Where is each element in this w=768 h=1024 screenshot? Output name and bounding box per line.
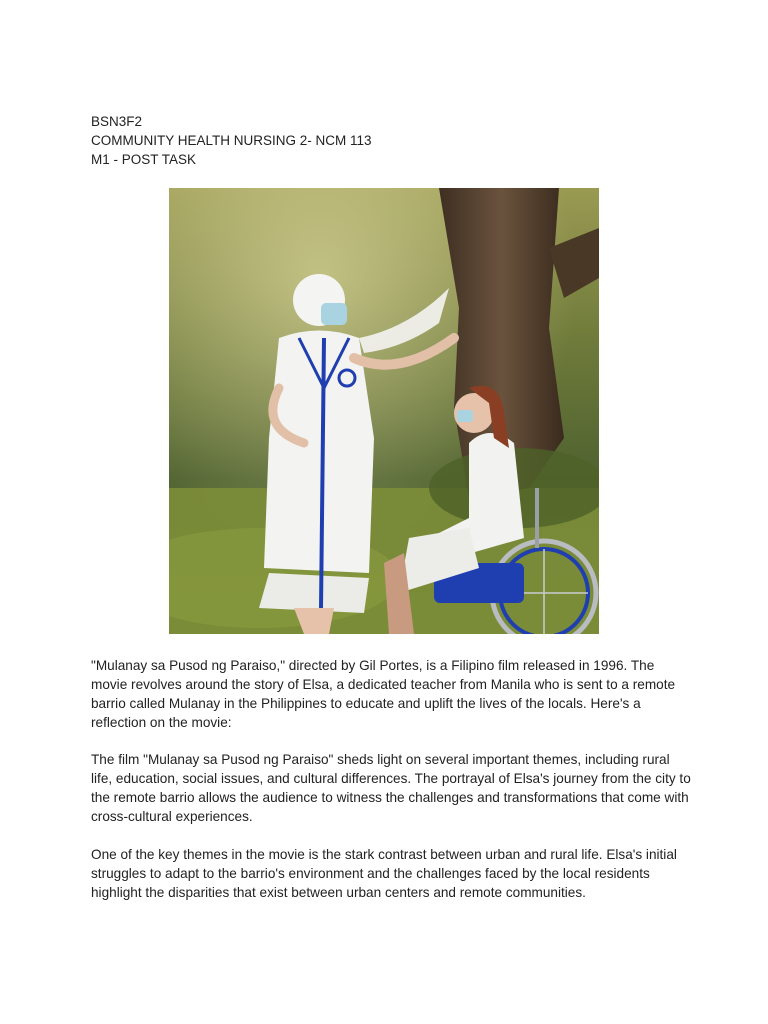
course-title: COMMUNITY HEALTH NURSING 2- NCM 113	[91, 133, 372, 148]
reflection-paragraph-themes: The film "Mulanay sa Pusod ng Paraiso" sheds light on several important themes, including rural life, education, social issues, and cultural differences. The portrayal of Elsa's journey from the city to the remote barrio allows the audience to witness the challenges and transformations that come with cross-cultural experiences.	[91, 752, 691, 824]
reflection-paragraph-intro: "Mulanay sa Pusod ng Paraiso," directed by Gil Portes, is a Filipino film released in 1996. The movie revolves around the story of Elsa, a dedicated teacher from Manila who is sent to a remote barrio called Mulanay in the Philippines to educate and uplift the lives of the locals. Here's a reflection on the movie:	[91, 658, 676, 730]
document-header	[91, 112, 372, 169]
nurse-and-wheelchair-patient-icon	[169, 188, 599, 634]
reflection-paragraph-contrast: One of the key themes in the movie is the stark contrast between urban and rural life. Elsa's initial struggles to adapt to the barrio's environment and the challenges faced by the local residents highlight the disparities that exist between urban centers and remote communities.	[91, 847, 677, 900]
task-title: M1 - POST TASK	[91, 152, 197, 167]
nurse-illustration	[169, 188, 599, 634]
section-code: BSN3F2	[91, 114, 143, 129]
